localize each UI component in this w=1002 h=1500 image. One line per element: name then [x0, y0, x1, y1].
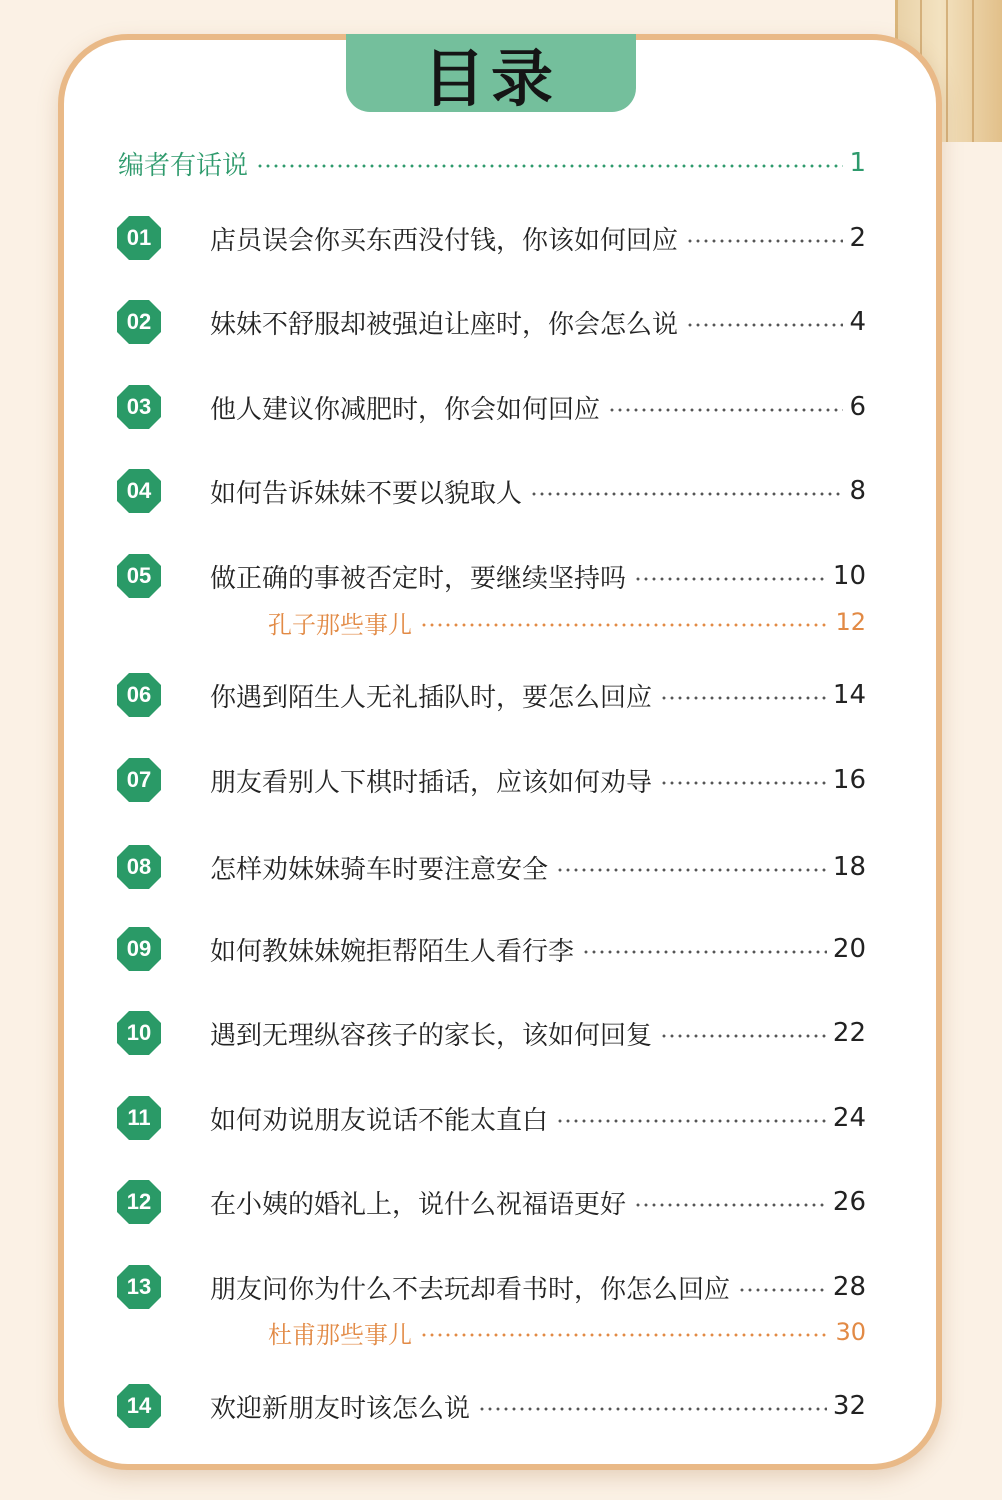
chapter-number: 08 [126, 854, 152, 879]
chapter-number: 13 [126, 1274, 152, 1299]
toc-entry-story-confucius[interactable] [268, 602, 866, 642]
chapter-badge [115, 298, 163, 346]
entry-label: 做正确的事被否定时，要继续坚持吗 [210, 563, 627, 594]
toc-entry-chapter-04[interactable] [210, 471, 866, 511]
chapter-number: 05 [126, 563, 152, 588]
page-title: 目录 [422, 41, 559, 115]
title-tab [346, 34, 636, 115]
toc-entry-chapter-13[interactable] [210, 1267, 866, 1307]
chapter-number: 06 [126, 682, 152, 707]
entry-page: 26 [832, 1187, 866, 1217]
chapter-number: 11 [127, 1105, 151, 1130]
chapter-badge [115, 1382, 163, 1430]
entry-label: 你遇到陌生人无礼插队时，要怎么回应 [210, 682, 653, 713]
toc-entry-chapter-09[interactable] [210, 929, 866, 969]
entry-page: 14 [832, 680, 866, 710]
chapter-badge [115, 552, 163, 600]
dot-leader [660, 1034, 827, 1038]
entry-page: 16 [832, 765, 866, 795]
dot-leader [530, 492, 843, 496]
toc-entry-chapter-11[interactable] [210, 1098, 866, 1138]
entry-page: 8 [849, 476, 866, 506]
toc-entry-chapter-07[interactable] [210, 760, 866, 800]
chapter-number: 12 [126, 1189, 152, 1214]
entry-page: 12 [835, 608, 866, 636]
toc-entry-chapter-12[interactable] [210, 1182, 866, 1222]
entry-label: 他人建议你减肥时，你会如何回应 [210, 394, 601, 425]
entry-label: 如何告诉妹妹不要以貌取人 [210, 478, 523, 509]
chapter-badge [115, 756, 163, 804]
entry-page: 22 [832, 1018, 866, 1048]
dot-leader [556, 1119, 827, 1123]
entry-label: 朋友看别人下棋时插话，应该如何劝导 [210, 767, 653, 798]
chapter-badge [115, 1009, 163, 1057]
toc-entry-chapter-02[interactable] [210, 302, 866, 342]
entry-label: 遇到无理纵容孩子的家长，该如何回复 [210, 1020, 653, 1051]
toc-entry-chapter-03[interactable] [210, 387, 866, 427]
chapter-badge [115, 671, 163, 719]
entry-page: 20 [832, 934, 866, 964]
dot-leader [478, 1407, 827, 1411]
dot-leader [686, 239, 843, 243]
toc-entry-chapter-05[interactable] [210, 556, 866, 596]
entry-label: 杜甫那些事儿 [268, 1320, 412, 1349]
entry-label: 在小姨的婚礼上，说什么祝福语更好 [210, 1189, 627, 1220]
chapter-number: 14 [126, 1393, 152, 1418]
dot-leader [634, 1203, 827, 1207]
chapter-badge [115, 467, 163, 515]
toc-entry-chapter-06[interactable] [210, 675, 866, 715]
entry-page: 18 [832, 852, 866, 882]
entry-label: 编者有话说 [118, 150, 249, 181]
entry-page: 4 [849, 307, 866, 337]
toc-entry-chapter-01[interactable] [210, 218, 866, 258]
dot-leader [582, 950, 827, 954]
chapter-badge [115, 925, 163, 973]
dot-leader [686, 323, 843, 327]
chapter-badge [115, 214, 163, 262]
entry-page: 1 [849, 148, 866, 178]
dot-leader [634, 577, 827, 581]
entry-label: 如何劝说朋友说话不能太直白 [210, 1105, 549, 1136]
chapter-number: 02 [126, 309, 152, 334]
dot-leader [738, 1288, 827, 1292]
dot-leader [256, 164, 843, 168]
toc-entry-chapter-14[interactable] [210, 1386, 866, 1426]
chapter-badge [115, 383, 163, 431]
dot-leader [660, 696, 827, 700]
entry-page: 28 [832, 1272, 866, 1302]
entry-page: 10 [832, 561, 866, 591]
chapter-number: 03 [126, 394, 152, 419]
entry-page: 2 [849, 223, 866, 253]
entry-label: 如何教妹妹婉拒帮陌生人看行李 [210, 936, 575, 967]
entry-page: 32 [832, 1391, 866, 1421]
dot-leader [660, 781, 827, 785]
chapter-badge [115, 1263, 163, 1311]
chapter-badge [115, 1178, 163, 1226]
chapter-number: 07 [126, 767, 152, 792]
dot-leader [420, 623, 829, 627]
toc-entry-chapter-10[interactable] [210, 1013, 866, 1053]
chapter-number: 01 [126, 225, 152, 250]
dot-leader [420, 1333, 829, 1337]
chapter-badge [115, 1094, 163, 1142]
entry-page: 24 [832, 1103, 866, 1133]
toc-entry-chapter-08[interactable] [210, 847, 866, 887]
chapter-number: 09 [126, 936, 152, 961]
toc-entry-story-dufu[interactable] [268, 1312, 866, 1352]
toc-entry-intro[interactable] [118, 143, 866, 183]
entry-label: 妹妹不舒服却被强迫让座时，你会怎么说 [210, 309, 679, 340]
entry-page: 6 [849, 392, 866, 422]
entry-page: 30 [835, 1318, 866, 1346]
entry-label: 朋友问你为什么不去玩却看书时，你怎么回应 [210, 1274, 731, 1305]
chapter-number: 10 [126, 1020, 152, 1045]
entry-label: 孔子那些事儿 [268, 610, 412, 639]
dot-leader [556, 868, 827, 872]
entry-label: 店员误会你买东西没付钱，你该如何回应 [210, 225, 679, 256]
entry-label: 欢迎新朋友时该怎么说 [210, 1393, 471, 1424]
dot-leader [608, 408, 843, 412]
chapter-number: 04 [126, 478, 152, 503]
chapter-badge [115, 843, 163, 891]
entry-label: 怎样劝妹妹骑车时要注意安全 [210, 854, 549, 885]
